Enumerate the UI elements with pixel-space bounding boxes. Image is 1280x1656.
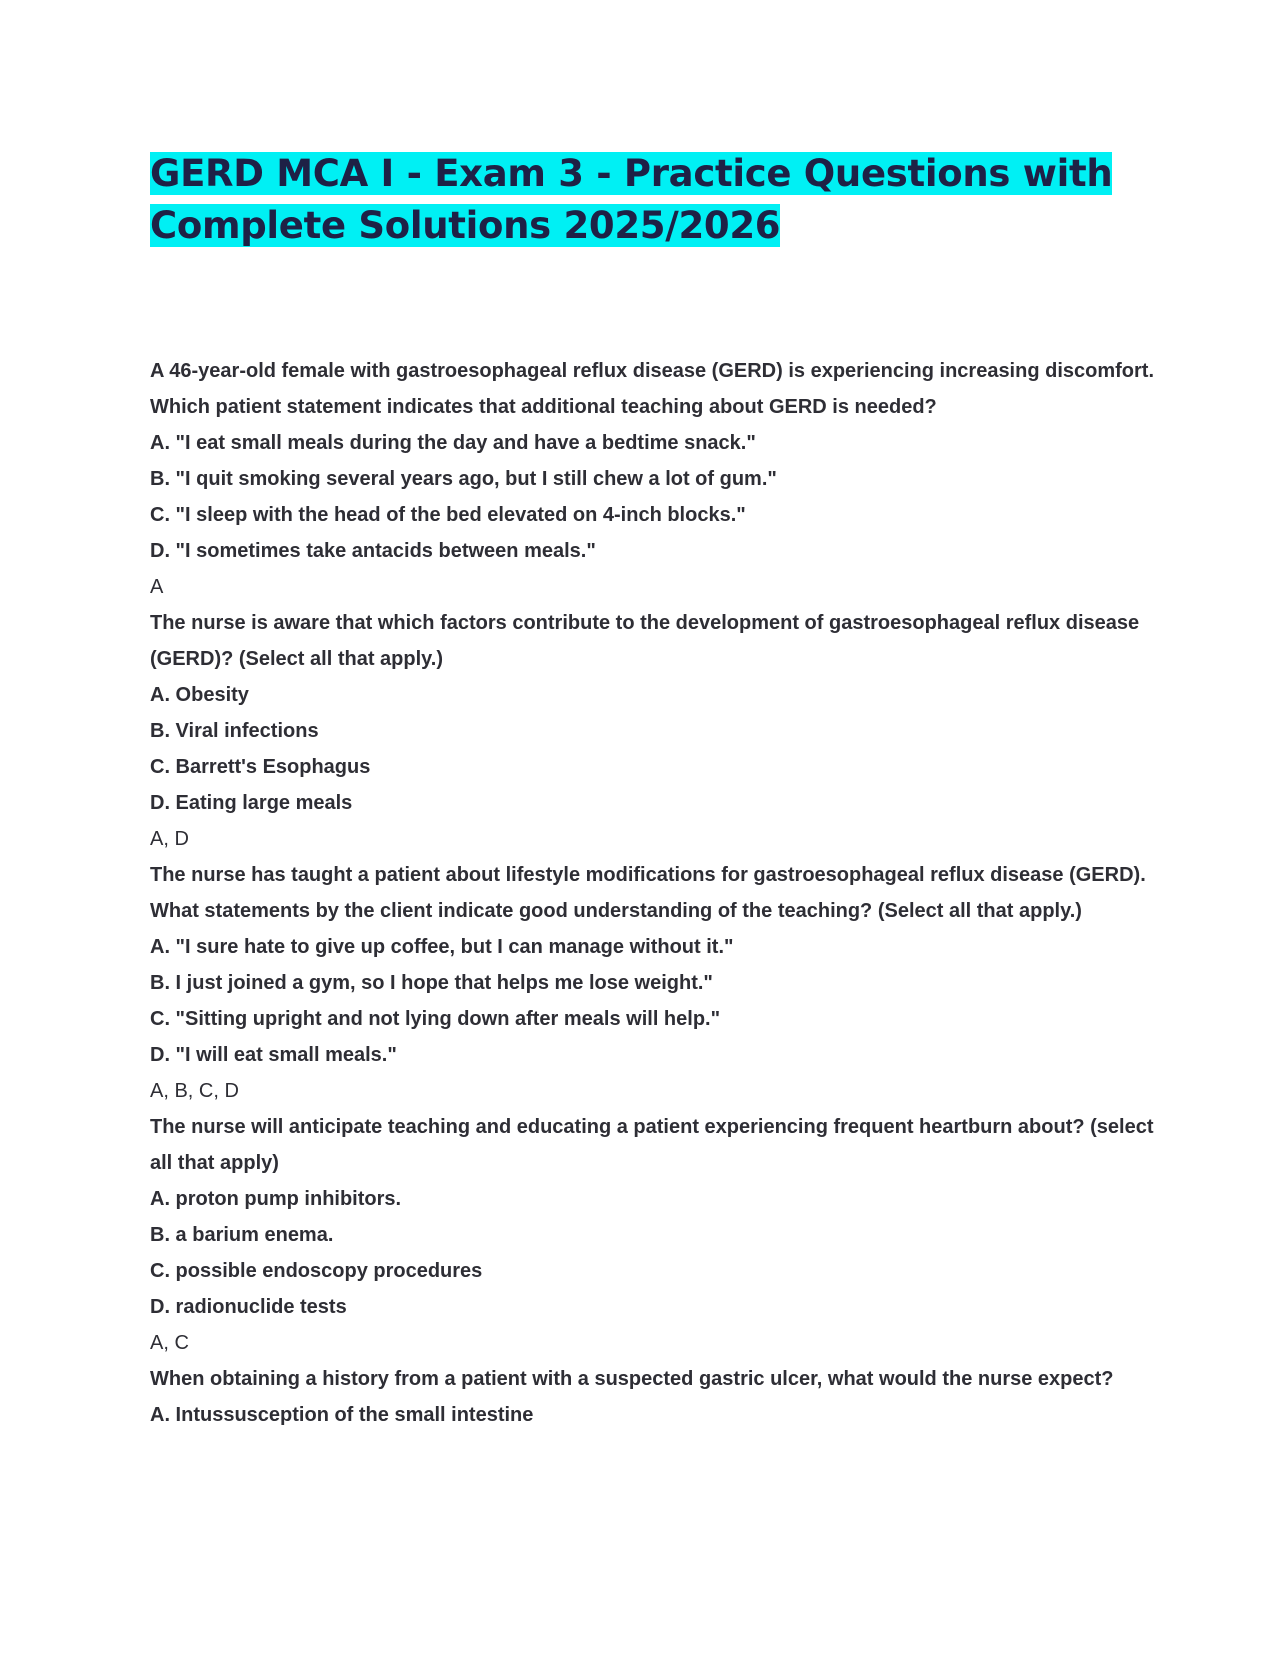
question-list <box>150 353 1160 1433</box>
question-text: The nurse will anticipate teaching and educating a patient experiencing frequent heartburn about? (select all that apply) <box>150 1116 1154 1174</box>
answer-option: D. radionuclide tests <box>150 1296 347 1318</box>
correct-answer: A, C <box>150 1332 189 1354</box>
correct-answer: A, D <box>150 828 189 850</box>
answer-option: C. Barrett's Esophagus <box>150 756 371 778</box>
question-text: A 46-year-old female with gastroesophageal reflux disease (GERD) is experiencing increasing discomfort. Which patient statement indicates that additional teaching about GERD is needed? <box>150 360 1155 418</box>
answer-option: D. Eating large meals <box>150 792 353 814</box>
answer-option: A. "I sure hate to give up coffee, but I can manage without it." <box>150 936 734 958</box>
answer-option: B. Viral infections <box>150 720 319 742</box>
correct-answer: A <box>150 576 164 598</box>
document-title <box>150 148 1160 252</box>
document-page <box>150 148 1160 1426</box>
answer-option: C. "Sitting upright and not lying down after meals will help." <box>150 1008 721 1030</box>
answer-option: B. "I quit smoking several years ago, but I still chew a lot of gum." <box>150 468 777 490</box>
answer-option: B. I just joined a gym, so I hope that helps me lose weight." <box>150 972 713 994</box>
answer-option: A. proton pump inhibitors. <box>150 1188 402 1210</box>
answer-option: D. "I will eat small meals." <box>150 1044 397 1066</box>
question-text: The nurse has taught a patient about lifestyle modifications for gastroesophageal reflux disease (GERD). What statements by the client indicate good understanding of the teaching? (Select all that apply.) <box>150 864 1146 922</box>
answer-option: A. "I eat small meals during the day and have a bedtime snack." <box>150 432 756 454</box>
correct-answer: A, B, C, D <box>150 1080 239 1102</box>
answer-option: A. Obesity <box>150 684 249 706</box>
answer-option: B. a barium enema. <box>150 1224 334 1246</box>
title-highlight: GERD MCA I - Exam 3 - Practice Questions with Complete Solutions 2025/2026 <box>150 152 1113 247</box>
answer-option: C. "I sleep with the head of the bed elevated on 4-inch blocks." <box>150 504 746 526</box>
answer-option: C. possible endoscopy procedures <box>150 1260 483 1282</box>
question-text: The nurse is aware that which factors contribute to the development of gastroesophageal reflux disease (GERD)? (Select all that apply.) <box>150 612 1140 670</box>
answer-option: A. Intussusception of the small intestine <box>150 1404 534 1426</box>
answer-option: D. "I sometimes take antacids between meals." <box>150 540 596 562</box>
question-text: When obtaining a history from a patient with a suspected gastric ulcer, what would the nurse expect? <box>150 1368 1114 1390</box>
